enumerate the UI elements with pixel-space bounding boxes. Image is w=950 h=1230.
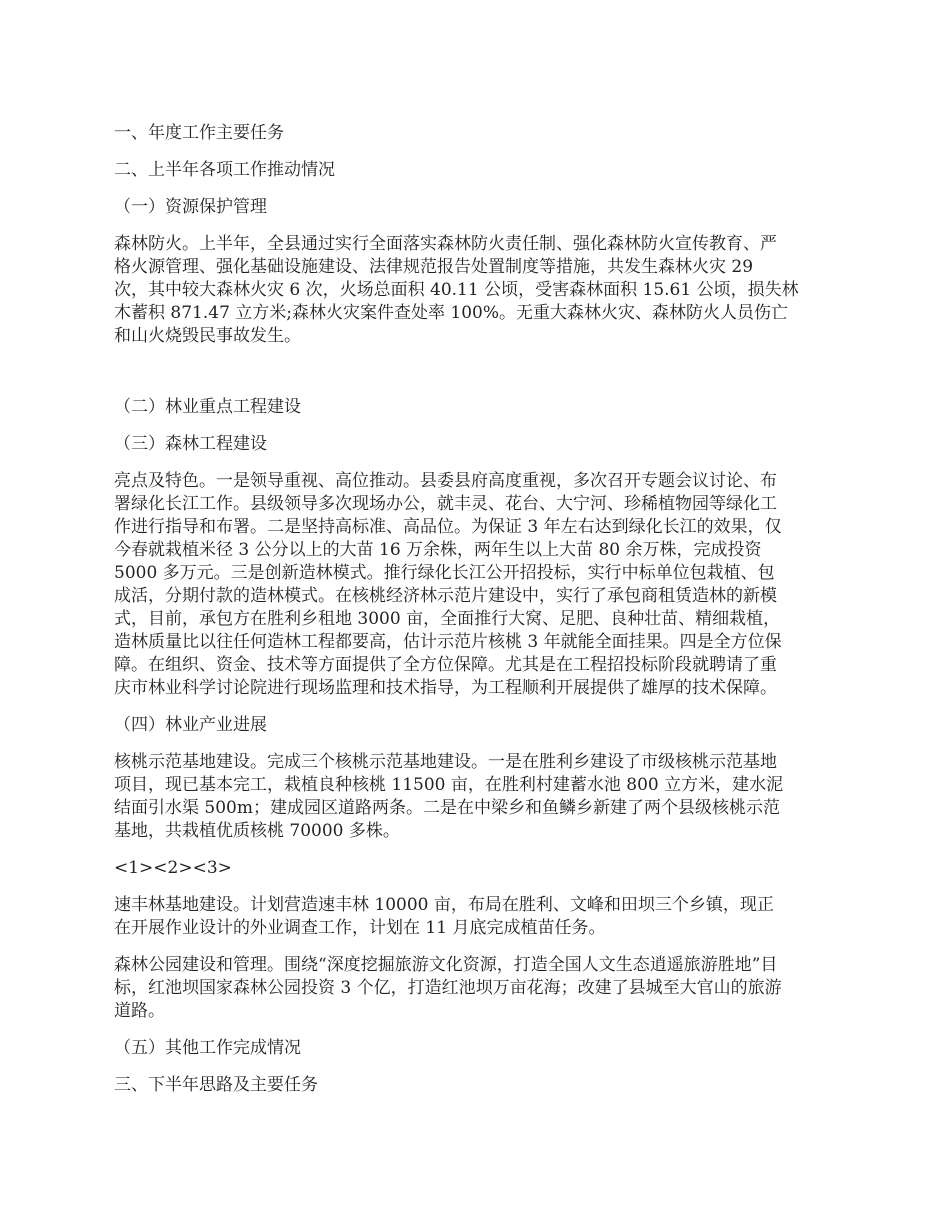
paragraph-highlights: 亮点及特色。一是领导重视、高位推动。县委县府高度重视，多次召开专题会议讨论、布 署绿化长江工作。县级领导多次现场办公，就丰灵、花台、大宁河、珍稀植物园等绿化工 作进行指导和布署。二是坚持高标准、高品位。为保证 3 年左右达到绿化长江的效果，仅 今春就栽植米径 3 公分以上的大苗 16 万余株，两年生以上大苗 80 余万株，完成投资 5000 多万元。三是创新造林模式。推行绿化长江公开招投标，实行中标单位包栽植、包 成活，分期付款的造林模式。在核桃经济林示范片建设中，实行了承包商租赁造林的新模 式，目前，承包方在胜利乡租地 3000 亩，全面推行大窝、足肥、良种壮苗、精细栽植， 造林质量比以往任何造林工程都要高，估计示范片核桃 3 年就能全面挂果。四是全方位保 障。在组织、资金、技术等方面提供了全方位保障。尤其是在工程招投标阶段就聘请了重 庆市林业科学讨论院进行现场监理和技术指导，为工程顺利开展提供了雄厚的技术保障。 <box>114 471 782 698</box>
subsection-heading-other-work: （五）其他工作完成情况 <box>114 1038 301 1058</box>
paragraph-fast-growing-forest: 速丰林基地建设。计划营造速丰林 10000 亩，布局在胜利、文峰和田坝三个乡镇，现正 在开展作业设计的外业调查工作，计划在 11 月底完成植苗任务。 <box>114 895 774 938</box>
list-markers: <1><2><3> <box>114 858 232 878</box>
paragraph-forest-park: 森林公园建设和管理。围绕“深度挖掘旅游文化资源，打造全国人文生态逍遥旅游胜地”目 标，红池坝国家森林公园投资 3 个亿，打造红池坝万亩花海；改建了县城至大官山的旅游 道路。 <box>114 955 782 1021</box>
subsection-heading-key-projects: （二）林业重点工程建设 <box>114 397 301 417</box>
subsection-heading-forest-engineering: （三）森林工程建设 <box>114 434 267 454</box>
subsection-heading-resource-protection: （一）资源保护管理 <box>114 197 267 217</box>
section-heading-h1-progress: 二、上半年各项工作推动情况 <box>114 160 335 180</box>
section-heading-annual-tasks: 一、年度工作主要任务 <box>114 123 284 143</box>
spacer <box>114 362 838 396</box>
paragraph-walnut-base: 核桃示范基地建设。完成三个核桃示范基地建设。一是在胜利乡建设了市级核桃示范基地 项目，现已基本完工，栽植良种核桃 11500 亩，在胜利村建蓄水池 800 立方米，建水泥 结面引水渠 500m；建成园区道路两条。二是在中梁乡和鱼鳞乡新建了两个县级核桃示范 基地，共栽植优质核桃 70000 多株。 <box>114 752 784 841</box>
section-heading-h2-plans: 三、下半年思路及主要任务 <box>114 1075 318 1095</box>
subsection-heading-industry-progress: （四）林业产业进展 <box>114 715 267 735</box>
paragraph-forest-fire: 森林防火。上半年，全县通过实行全面落实森林防火责任制、强化森林防火宣传教育、严 格火源管理、强化基础设施建设、法律规范报告处置制度等措施，共发生森林火灾 29 次，其中较大森林火灾 6 次，火场总面积 40.11 公顷，受害森林面积 15.61 公顷，损失林 木蓄积 871.47 立方米;森林火灾案件查处率 100%。无重大森林火灾、森林防火人员伤亡 和山火烧毁民事故发生。 <box>114 234 799 346</box>
document-page <box>114 122 838 1111</box>
